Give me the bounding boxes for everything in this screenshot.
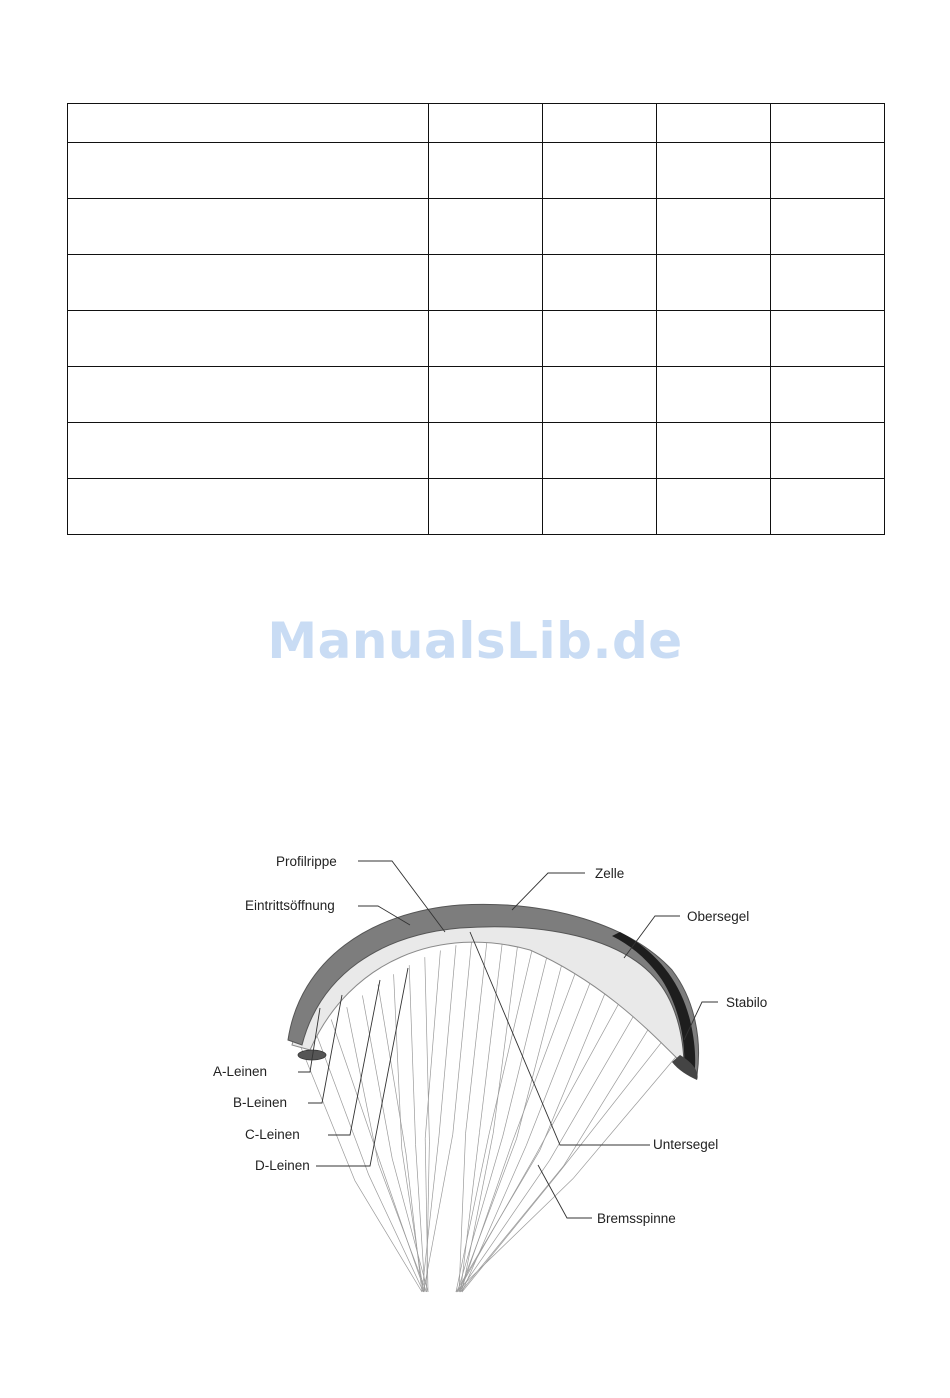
table-cell [543,479,657,535]
table-row [68,479,885,535]
suspension-line [422,1136,439,1292]
table-cell [771,143,885,199]
table-cell [771,423,885,479]
label-obersegel: Obersegel [687,909,750,924]
suspension-line [493,939,518,1133]
table-row [68,143,885,199]
table-cell [657,479,771,535]
leader-bremsspinne [538,1165,592,1218]
table-cell [68,199,429,255]
suspension-line [459,1160,550,1292]
suspension-line [378,1164,426,1292]
table-cell [68,255,429,311]
table-cell [657,423,771,479]
table-row [68,255,885,311]
suspension-line [550,999,644,1160]
label-b-leinen: B-Leinen [233,1095,288,1110]
table-cell [543,143,657,199]
table-row [68,423,885,479]
suspension-line [461,1142,513,1292]
table-cell [543,104,657,143]
table-cell [771,479,885,535]
table-cell [543,199,657,255]
table-cell [429,479,543,535]
table-cell [429,143,543,199]
table-cell [771,367,885,423]
table-cell [429,367,543,423]
suspension-line [362,995,392,1158]
table-cell [429,255,543,311]
table-cell [771,311,885,367]
table-cell [657,255,771,311]
table-row [68,199,885,255]
suspension-line [378,984,406,1153]
table-cell [543,255,657,311]
suspension-line [526,967,596,1146]
suspension-line [355,1181,422,1292]
suspension-line [479,938,502,1133]
suspension-line [563,1012,658,1166]
table-cell [657,104,771,143]
table-header-row [68,104,885,143]
label-c-leinen: C-Leinen [245,1127,300,1142]
suspension-line [425,950,440,1138]
suspension-line [439,945,456,1136]
suspension-line [458,1155,536,1292]
label-d-leinen: D-Leinen [255,1158,310,1173]
suspension-line [573,1040,690,1179]
label-eintrittsoeffnung: Eintrittsöffnung [245,898,335,913]
specification-table [67,103,885,535]
table-cell [68,311,429,367]
table-cell [543,311,657,367]
table-cell [771,199,885,255]
table-cell [657,367,771,423]
label-untersegel: Untersegel [653,1137,719,1152]
label-stabilo: Stabilo [726,995,768,1010]
suspension-line [394,974,402,1149]
table-cell [543,423,657,479]
table-cell [657,311,771,367]
table-row [68,311,885,367]
label-a-leinen: A-Leinen [213,1064,268,1079]
paraglider-diagram [200,840,800,1310]
table-cell [771,255,885,311]
table-body [68,104,885,535]
table-cell [68,367,429,423]
suspension-line [462,1172,559,1292]
table-cell [429,423,543,479]
table-cell [543,367,657,423]
suspension-line [409,965,415,1145]
watermark: ManualsLib.de [267,612,683,670]
table-cell [68,423,429,479]
table-cell [657,143,771,199]
label-bremsspinne: Bremsspinne [597,1211,676,1226]
table-row [68,367,885,423]
table-cell [771,104,885,143]
table-cell [68,104,429,143]
table-cell [429,104,543,143]
table-cell [68,143,429,199]
table-cell [429,311,543,367]
table-cell [657,199,771,255]
canopy [288,904,699,1080]
table-cell [68,479,429,535]
suspension-line [456,1179,573,1292]
label-zelle: Zelle [595,866,625,881]
suspension-line [347,1007,379,1164]
table-cell [429,199,543,255]
label-profilrippe: Profilrippe [276,854,337,869]
leader-zelle [512,873,585,910]
